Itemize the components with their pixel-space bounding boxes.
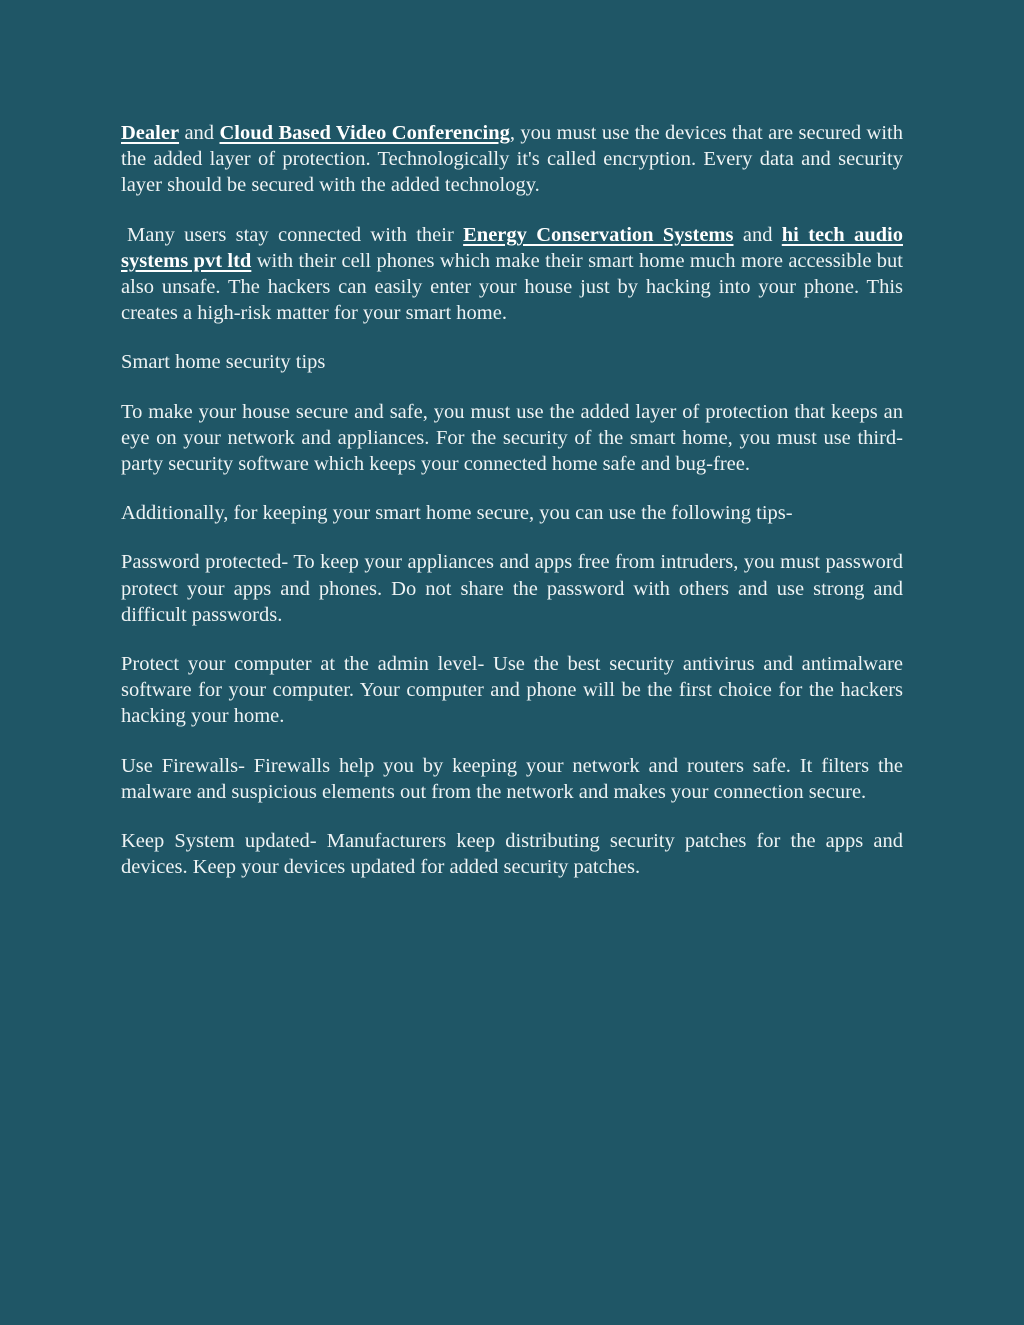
paragraph-tips-intro: Additionally, for keeping your smart home secure, you can use the following tips- xyxy=(121,502,793,525)
paragraph-tip-system-updated: Keep System updated- Manufacturers keep distributing security patches for the apps and devices. Keep your devices updated for added security patches. xyxy=(121,830,903,879)
link-hi-tech-audio-systems[interactable]: hi tech audio systems pvt ltd xyxy=(121,223,903,272)
document-body xyxy=(121,120,903,903)
paragraph-connected-text-1: Many users stay connected with their xyxy=(127,223,464,246)
section-heading-security-tips: Smart home security tips xyxy=(121,351,326,374)
link-cloud-based-video-conferencing[interactable]: Cloud Based Video Conferencing xyxy=(219,122,510,144)
paragraph-intro-text-1: and xyxy=(179,122,220,144)
paragraph-intro-text-2: , you must use the devices that are secured with the added layer of protection. Technologically it's called encryption. Every data and security layer should be secured with the added technology. xyxy=(121,122,903,197)
paragraph-tip-password: Password protected- To keep your appliances and apps free from intruders, you must password protect your apps and phones. Do not share the password with others and use strong and difficult passwords. xyxy=(121,551,903,626)
paragraph-intro xyxy=(121,120,903,199)
paragraph-secure-house: To make your house secure and safe, you must use the added layer of protection that keeps an eye on your network and appliances. For the security of the smart home, you must use third-party security software which keeps your connected home safe and bug-free. xyxy=(121,400,903,476)
link-dealer[interactable]: Dealer xyxy=(121,122,180,144)
paragraph-connected-text-3: with their cell phones which make their smart home much more accessible but also unsafe. The hackers can easily enter your house just by hacking into your phone. This creates a high-risk matter for your smart home. xyxy=(121,249,903,325)
paragraph-tip-admin-level: Protect your computer at the admin level- Use the best security antivirus and antimalware software for your computer. Your computer and phone will be the first choice for the hackers hacking your home. xyxy=(121,653,903,728)
paragraph-connected-text-2: and xyxy=(733,223,782,246)
paragraph-connected-users xyxy=(121,222,903,327)
link-energy-conservation-systems[interactable]: Energy Conservation Systems xyxy=(463,223,734,246)
paragraph-tip-firewalls: Use Firewalls- Firewalls help you by keeping your network and routers safe. It filters the malware and suspicious elements out from the network and makes your connection secure. xyxy=(121,754,903,803)
